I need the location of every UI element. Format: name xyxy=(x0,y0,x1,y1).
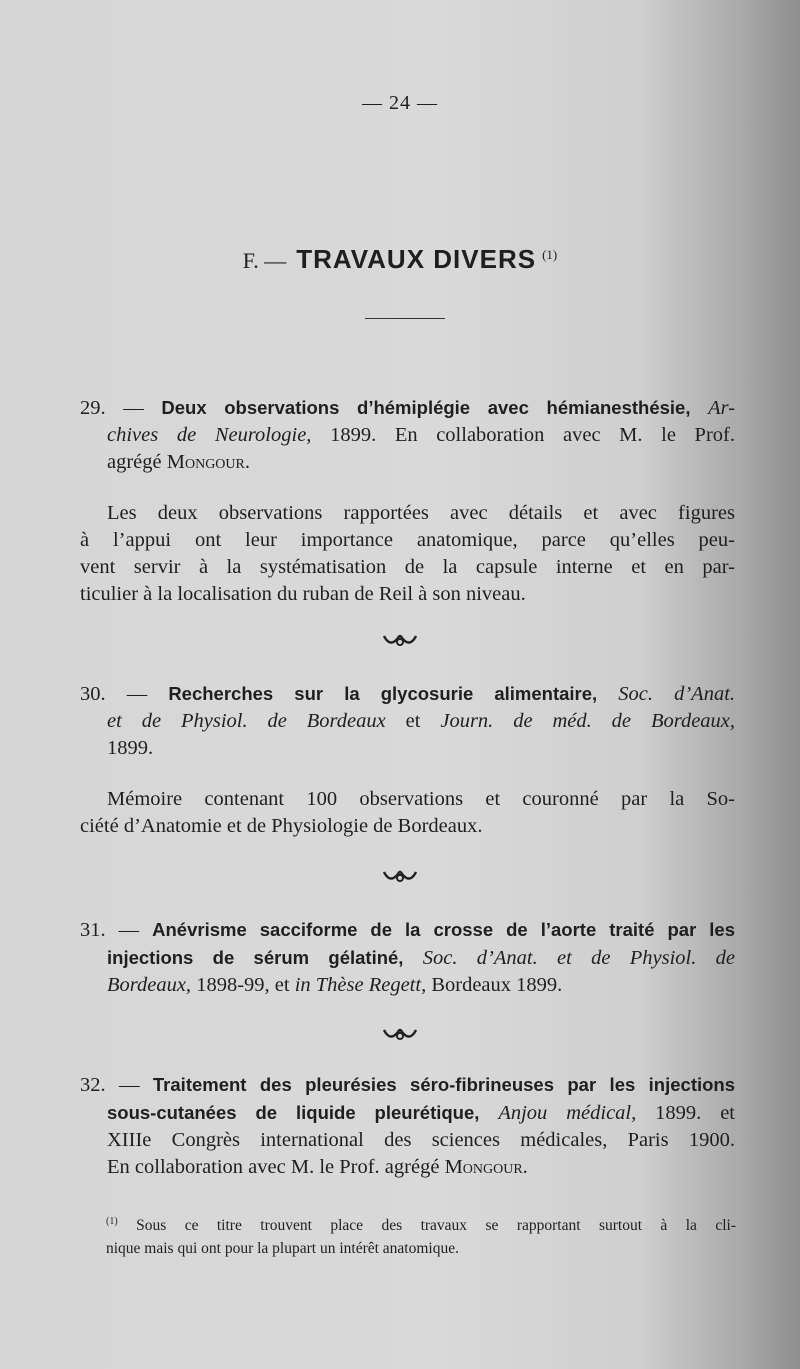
entry-number: 29. — xyxy=(80,397,144,419)
entry-text: et xyxy=(405,710,421,732)
entry-line xyxy=(80,708,735,735)
page-number: — 24 — xyxy=(362,92,438,114)
summary-line: à l’appui ont leur importance anatomique, parce qu’elles peu- xyxy=(80,529,735,551)
summary-line: Les deux observations rapportées avec détails et avec figures xyxy=(107,502,735,524)
summary-line: Mémoire contenant 100 observations et couronné par la So- xyxy=(107,788,735,810)
summary-line: vent servir à la systématisation de la capsule interne et en par- xyxy=(80,556,735,578)
entry-journal: chives de Neurologie, xyxy=(107,424,312,446)
entry-line xyxy=(80,735,735,762)
entry-journal: in Thèse Regett, xyxy=(294,974,427,996)
entry-31 xyxy=(80,916,735,999)
section-letter: F. — xyxy=(242,248,287,273)
ornament-icon xyxy=(0,630,800,655)
entry-number: 31. — xyxy=(80,919,140,941)
entry-journal: Journ. de méd. de Bordeaux, xyxy=(440,710,736,732)
entry-title: Traitement des pleurésies séro-fibrineuses par les injections xyxy=(152,1074,736,1095)
ornament-icon xyxy=(0,866,800,891)
entry-text: Bordeaux 1899. xyxy=(431,974,563,996)
entry-30-summary xyxy=(80,786,735,840)
summary-line: ticulier à la localisation du ruban de Reil à son niveau. xyxy=(80,583,526,605)
summary-line: ciété d’Anatomie et de Physiologie de Bordeaux. xyxy=(80,815,483,837)
footnote-line xyxy=(106,1210,736,1237)
entry-title: Deux observations d’hémiplégie avec hémianesthésie, xyxy=(161,397,691,418)
entry-line xyxy=(80,394,735,422)
entry-line xyxy=(80,972,735,999)
section-title xyxy=(0,244,800,275)
footnote-line: nique mais qui ont pour la plupart un intérêt anatomique. xyxy=(106,1240,459,1258)
entry-text: 1898-99, et xyxy=(196,974,290,996)
entry-32 xyxy=(80,1071,735,1181)
entry-line xyxy=(80,1154,735,1181)
section-title-text: TRAVAUX DIVERS xyxy=(296,244,537,274)
entry-line xyxy=(80,680,735,708)
entry-journal: Anjou médical, xyxy=(498,1102,637,1124)
entry-text: 1899. En collaboration avec M. le Prof. xyxy=(330,424,735,446)
entry-line xyxy=(80,449,735,476)
ornament-icon xyxy=(0,1024,800,1049)
entry-line xyxy=(80,916,735,944)
title-rule xyxy=(365,318,445,319)
entry-author: Mongour. xyxy=(166,451,250,473)
footnote xyxy=(106,1210,736,1260)
entry-title: Recherches sur la glycosurie alimentaire, xyxy=(168,683,598,704)
entry-author: Mongour. xyxy=(444,1156,528,1178)
entry-line xyxy=(80,1071,735,1099)
section-footnote-ref: (1) xyxy=(542,247,558,262)
entry-29 xyxy=(80,394,735,476)
entry-text: En collaboration avec M. le Prof. agrégé xyxy=(107,1156,440,1178)
entry-journal: Soc. d’Anat. et de Physiol. de xyxy=(422,947,735,969)
entry-number: 32. — xyxy=(80,1074,140,1096)
entry-text: agrégé xyxy=(107,451,162,473)
footnote-ref: (1) xyxy=(106,1216,118,1227)
entry-29-summary xyxy=(80,500,735,608)
entry-line xyxy=(80,944,735,972)
entry-line xyxy=(80,1127,735,1154)
footnote-text: Sous ce titre trouvent place des travaux se rapportant surtout à la cli- xyxy=(136,1217,737,1235)
entry-title: injections de sérum gélatiné, xyxy=(107,947,404,968)
entry-30 xyxy=(80,680,735,762)
entry-text: XIIIe Congrès international des sciences médicales, Paris 1900. xyxy=(107,1129,735,1151)
entry-journal: Bordeaux, xyxy=(107,974,192,996)
entry-text: 1899. et xyxy=(655,1102,735,1124)
entry-title: sous-cutanées de liquide pleurétique, xyxy=(107,1102,480,1123)
entry-title: Anévrisme sacciforme de la crosse de l’aorte traité par les xyxy=(152,919,736,940)
entry-text: 1899. xyxy=(107,737,154,759)
entry-journal: et de Physiol. de Bordeaux xyxy=(107,710,386,732)
entry-number: 30. — xyxy=(80,683,148,705)
entry-journal: Ar- xyxy=(708,397,736,419)
entry-line xyxy=(80,422,735,449)
entry-journal: Soc. d’Anat. xyxy=(618,683,736,705)
entry-line xyxy=(80,1099,735,1127)
